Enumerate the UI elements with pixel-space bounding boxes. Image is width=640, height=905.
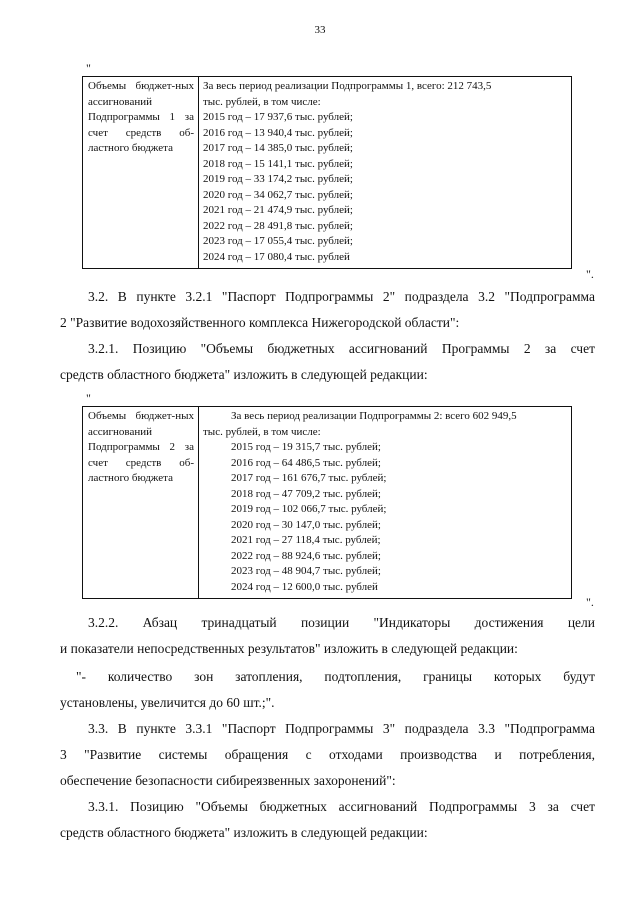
paragraph-3-3-line3: обеспечение безопасности сибиреязвенных захоронений": [60,773,396,788]
paragraph-3-3-line1: 3.3. В пункте 3.3.1 "Паспорт Подпрограммы 3" подраздела 3.3 "Подпрограмма [88,721,595,736]
table2-header-line1: За весь период реализации Подпрограммы 2: всего 602 949,5 [231,410,517,422]
paragraph-3-2-2-line2: и показатели непосредственных результатов" изложить в следующей редакции: [60,641,518,656]
table1-header-line2: тыс. рублей, в том числе: [203,95,321,108]
table2-year-line: 2015 год – 19 315,7 тыс. рублей; [231,441,381,453]
paragraph-quote [60,664,595,716]
table2-year-line: 2021 год – 27 118,4 тыс. рублей; [231,534,381,546]
table1-year-line: 2020 год – 34 062,7 тыс. рублей; [203,188,353,201]
table2-year-line: 2018 год – 47 709,2 тыс. рублей; [231,487,381,500]
paragraph-3-2-2-line1: 3.2.2. Абзац тринадцатый позиции "Индикаторы достижения цели [88,615,595,630]
paragraph-quote-line2: установлены, увеличится до 60 шт.;". [60,695,275,710]
table1-left-cell: Объемы бюджет-ных ассигнований Подпрограммы 1 за счет средств об-ластного бюджета [83,77,199,269]
table1-header-line1: За весь период реализации Подпрограммы 1, всего: 212 743,5 [203,80,492,92]
table1-year-line: 2022 год – 28 491,8 тыс. рублей; [203,219,353,232]
table2-year-line: 2016 год – 64 486,5 тыс. рублей; [231,456,381,469]
table1-year-line: 2017 год – 14 385,0 тыс. рублей; [203,142,353,154]
table1-year-line: 2018 год – 15 141,1 тыс. рублей; [203,157,353,170]
opening-quote-2: " [86,391,91,405]
paragraph-quote-line1: "- количество зон затопления, подтопления, границы которых будут [76,669,595,684]
table1-year-line: 2016 год – 13 940,4 тыс. рублей; [203,126,353,139]
paragraph-3-2-2 [60,610,595,662]
paragraph-3-3-1 [60,794,595,846]
paragraph-3-3-line2: 3 "Развитие системы обращения с отходами производства и потребления, [60,747,595,762]
page-number: 33 [314,24,326,36]
table2-year-line: 2020 год – 30 147,0 тыс. рублей; [231,518,381,531]
table2-year-line: 2022 год – 88 924,6 тыс. рублей; [231,549,381,562]
table2-year-line: 2024 год – 12 600,0 тыс. рублей [231,580,378,593]
paragraph-3-2-line2: 2 "Развитие водохозяйственного комплекса Нижегородской области": [60,315,460,330]
opening-quote-1: " [86,61,91,75]
paragraph-3-3-1-line1: 3.3.1. Позицию "Объемы бюджетных ассигнований Подпрограммы 3 за счет [88,799,595,814]
paragraph-3-2-line1: 3.2. В пункте 3.2.1 "Паспорт Подпрограммы 2" подраздела 3.2 "Подпрограмма [88,289,595,304]
table2-year-line: 2023 год – 48 904,7 тыс. рублей; [231,565,381,577]
table1-year-line: 2019 год – 33 174,2 тыс. рублей; [203,173,353,185]
paragraph-3-2-1-line1: 3.2.1. Позицию "Объемы бюджетных ассигнований Программы 2 за счет [88,341,595,356]
paragraph-3-2-1 [60,336,595,388]
paragraph-3-3 [60,716,595,794]
paragraph-3-2-1-line2: средств областного бюджета" изложить в следующей редакции: [60,367,428,382]
table1-right-cell [199,77,572,269]
table1-year-line: 2024 год – 17 080,4 тыс. рублей [203,250,350,263]
table2-year-line: 2017 год – 161 676,7 тыс. рублей; [231,472,387,484]
table2-year-line: 2019 год – 102 066,7 тыс. рублей; [231,503,387,515]
budget-table-subprogram-2 [82,406,572,599]
paragraph-3-2 [60,284,595,336]
closing-quote-2: ". [586,595,594,609]
table1-year-line: 2023 год – 17 055,4 тыс. рублей; [203,235,353,247]
paragraph-3-3-1-line2: средств областного бюджета" изложить в следующей редакции: [60,825,428,840]
table2-left-cell: Объемы бюджет-ных ассигнований Подпрограммы 2 за счет средств об-ластного бюджета [83,407,199,599]
budget-table-subprogram-1 [82,76,572,269]
table2-right-cell [199,407,572,599]
closing-quote-1: ". [586,267,594,281]
table1-year-line: 2015 год – 17 937,6 тыс. рублей; [203,111,353,123]
table2-header-line2: тыс. рублей, в том числе: [203,425,321,438]
table1-year-line: 2021 год – 21 474,9 тыс. рублей; [203,204,353,216]
